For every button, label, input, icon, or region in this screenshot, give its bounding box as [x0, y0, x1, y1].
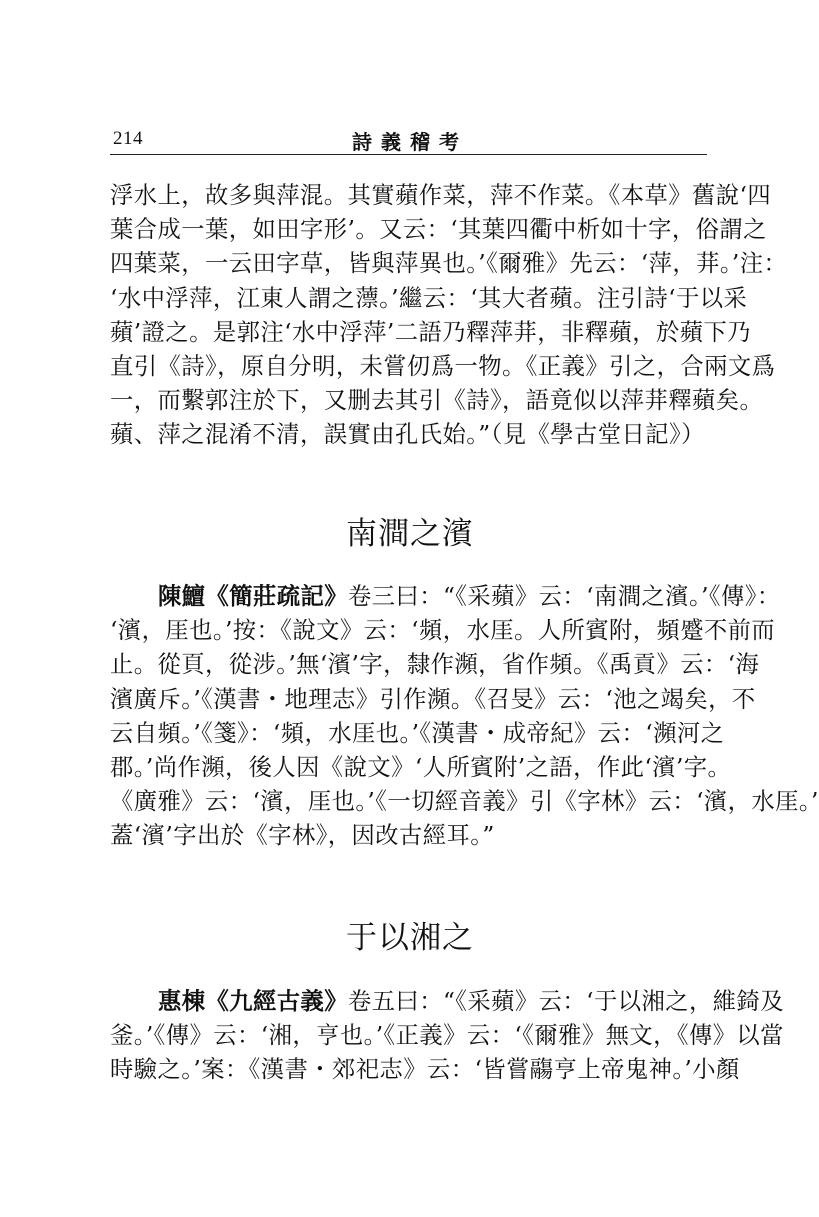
text-line: ‘濱，厓也。’按：《說文》云：‘頻，水厓。人所賓附，頻蹙不前而: [110, 617, 776, 645]
text-line: 蘋、萍之混淆不清，誤實由孔氏始。”（見《學古堂日記》）: [110, 421, 705, 449]
text-line: 蓋‘濱’字出於《字林》，因改古經耳。”: [110, 822, 495, 850]
text-line: 濱廣斥。’《漢書・地理志》引作瀕。《召旻》云：‘池之竭矣，不: [110, 685, 756, 713]
text-line: 郡。’尚作瀕，後人因《說文》‘人所賓附’之語，作此‘濱’字。: [110, 753, 732, 781]
section-heading: 于以湘之: [346, 920, 474, 956]
text-line: 浮水上，故多與萍混。其實蘋作菜，萍不作菜。《本草》舊說‘四: [110, 182, 772, 209]
continuation-paragraph: [110, 179, 788, 453]
section-paragraph: [110, 580, 819, 854]
text-line: [110, 985, 784, 1019]
text-line: [110, 580, 781, 614]
section-paragraph: [110, 985, 784, 1088]
text-line: 蘋’證之。是郭注‘水中浮萍’二語乃釋萍荓，非釋蘋，於蘋下乃: [110, 318, 751, 346]
cited-author-work: 惠棟《九經古義》: [158, 988, 348, 1015]
cited-author-work: 陳鱣《簡莊疏記》: [158, 583, 348, 610]
text-line: 葉合成一葉，如田字形’。又云：‘其葉四衢中析如十字，俗謂之: [110, 216, 767, 244]
text-run: 卷五曰：“《采蘋》云：‘于以湘之，維錡及: [347, 988, 784, 1015]
text-line: 四葉菜，一云田字草，皆與萍異也。’《爾雅》先云：‘萍，荓。’注：: [110, 250, 788, 278]
text-line: 止。從頁，從涉。’無‘濱’字，隸作瀕，省作頻。《禹貢》云：‘海: [110, 651, 760, 679]
page-number: 214: [113, 128, 143, 149]
text-line: 一，而繫郭注於下，又删去其引《詩》，語竟似以萍荓釋蘋矣。: [110, 387, 764, 415]
section-heading: 南澗之濱: [346, 516, 474, 552]
text-line: 直引《詩》，原自分明，未嘗仞爲一物。《正義》引之，合兩文爲: [110, 352, 776, 380]
text-run: 卷三曰：“《采蘋》云：‘南澗之濱。’《傳》：: [347, 583, 781, 610]
text-line: 云自頻。’《箋》：‘頻，水厓也。’《漢書・成帝紀》云：‘瀕河之: [110, 719, 725, 747]
text-line: ‘水中浮萍，江東人謂之薸。’繼云：‘其大者蘋。注引詩‘于以采: [110, 284, 748, 312]
text-line: 釜。’《傳》云：‘湘，亨也。’《正義》云：‘《爾雅》無文，《傳》以當: [110, 1022, 784, 1050]
header-rule: [110, 154, 707, 155]
text-line: 時驗之。’案：《漢書・郊祀志》云：‘皆嘗鬺亨上帝鬼神。’小顏: [110, 1056, 740, 1084]
text-line: 《廣雅》云：‘濱，厓也。’《一切經音義》引《字林》云：‘濱，水厓。’: [110, 788, 819, 816]
running-title: 詩義稽考: [352, 130, 468, 154]
